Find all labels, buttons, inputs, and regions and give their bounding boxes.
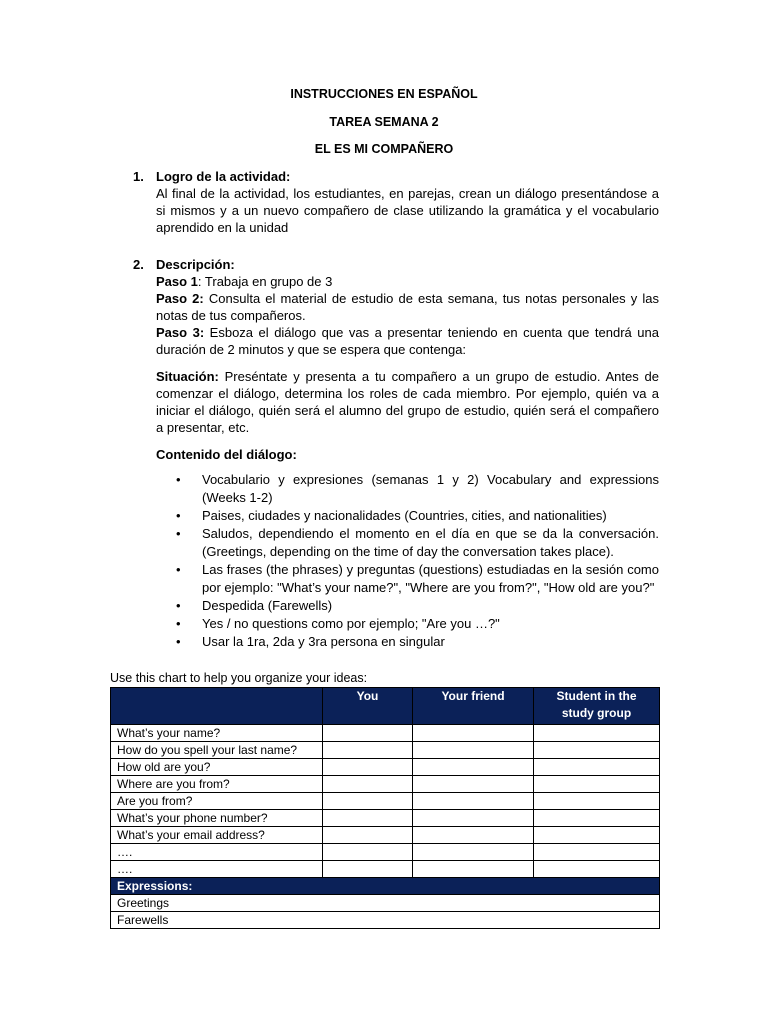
ideas-chart — [110, 687, 660, 929]
answer-cell[interactable] — [323, 759, 413, 776]
paso-1 — [156, 273, 659, 290]
answer-cell[interactable] — [534, 793, 660, 810]
table-row — [111, 793, 660, 810]
paso-2-text: Consulta el material de estudio de esta semana, tus notas personales y las notas de tus compañeros. — [156, 291, 659, 323]
list-item: • Usar la 1ra, 2da y 3ra persona en singular — [176, 634, 445, 649]
answer-cell[interactable] — [413, 725, 534, 742]
table-row — [111, 844, 660, 861]
bullet-icon: • — [176, 508, 181, 523]
table-row — [111, 759, 660, 776]
answer-cell[interactable] — [534, 742, 660, 759]
contenido-list — [156, 471, 659, 651]
list-item: • Saludos, dependiendo el momento en el día en que se da la conversación. (Greetings, depending on the time of day the conversation takes place). — [176, 526, 659, 559]
answer-cell[interactable] — [323, 742, 413, 759]
bullet-icon: • — [176, 634, 181, 649]
header-empty — [111, 688, 323, 725]
paso-2-label: Paso 2: — [156, 291, 204, 306]
list-item: • Las frases (the phrases) y preguntas (questions) estudiadas en la sesión como por ejemplo: "What’s your name?", "Where are you from?", "How old are you?" — [176, 562, 659, 595]
answer-cell[interactable] — [534, 827, 660, 844]
header-you: You — [323, 688, 413, 725]
answer-cell[interactable] — [534, 810, 660, 827]
paso-1-text: : Trabaja en grupo de 3 — [197, 274, 333, 289]
answer-cell[interactable] — [534, 725, 660, 742]
section-number: 2. — [133, 257, 144, 272]
question-cell: Are you from? — [111, 793, 323, 810]
bullet-icon: • — [176, 616, 181, 631]
paso-3 — [156, 324, 659, 358]
answer-cell[interactable] — [413, 793, 534, 810]
question-cell: What’s your phone number? — [111, 810, 323, 827]
bullet-icon: • — [176, 562, 181, 577]
question-cell: What’s your email address? — [111, 827, 323, 844]
doc-title-tarea: TAREA SEMANA 2 — [329, 115, 439, 129]
expressions-label: Expressions: — [111, 878, 660, 895]
expressions-header-row — [111, 878, 660, 895]
answer-cell[interactable] — [413, 759, 534, 776]
chart-intro: Use this chart to help you organize your ideas: — [110, 671, 368, 685]
list-item: • Vocabulario y expresiones (semanas 1 y 2) Vocabulary and expressions (Weeks 1-2) — [176, 472, 659, 505]
answer-cell[interactable] — [413, 844, 534, 861]
question-cell: …. — [111, 861, 323, 878]
table-row — [111, 861, 660, 878]
table-row — [111, 810, 660, 827]
answer-cell[interactable] — [534, 861, 660, 878]
answer-cell[interactable] — [323, 776, 413, 793]
situacion-text: Preséntate y presenta a tu compañero a un grupo de estudio. Antes de comenzar el diálogo, determina los roles de cada miembro. Por ejemplo, quién va a iniciar el diálogo, quién será el alumno del grupo de estudio, quién será el compañero a presentar, etc. — [156, 369, 659, 435]
table-row — [111, 742, 660, 759]
paso-3-text: Esboza el diálogo que vas a presentar teniendo en cuenta que tendrá una duración de 2 minutos y que se espera que contenga: — [156, 325, 659, 357]
answer-cell[interactable] — [413, 810, 534, 827]
section-text: Al final de la actividad, los estudiantes, en parejas, crean un diálogo presentándose a si mismos y a un nuevo compañero de clase utilizando la gramática y el vocabulario aprendido en la unidad — [156, 186, 659, 235]
answer-cell[interactable] — [323, 793, 413, 810]
answer-cell[interactable] — [534, 844, 660, 861]
answer-cell[interactable] — [323, 827, 413, 844]
expression-greetings[interactable]: Greetings — [111, 895, 660, 912]
bullet-icon: • — [176, 472, 181, 487]
situacion-label: Situación: — [156, 369, 219, 384]
section-heading: Logro de la actividad: — [156, 169, 291, 184]
contenido-heading: Contenido del diálogo: — [156, 447, 297, 462]
section-number: 1. — [133, 169, 144, 184]
answer-cell[interactable] — [323, 725, 413, 742]
situacion — [156, 368, 659, 436]
section-heading: Descripción: — [156, 257, 235, 272]
question-cell: How old are you? — [111, 759, 323, 776]
answer-cell[interactable] — [534, 759, 660, 776]
answer-cell[interactable] — [413, 861, 534, 878]
answer-cell[interactable] — [413, 827, 534, 844]
answer-cell[interactable] — [534, 776, 660, 793]
paso-1-label: Paso 1 — [156, 274, 198, 289]
table-row — [111, 912, 660, 929]
list-item: • Paises, ciudades y nacionalidades (Countries, cities, and nationalities) — [176, 508, 607, 523]
table-row — [111, 725, 660, 742]
answer-cell[interactable] — [323, 844, 413, 861]
doc-title-instrucciones: INSTRUCCIONES EN ESPAÑOL — [290, 87, 478, 101]
bullet-icon: • — [176, 598, 181, 613]
question-cell: What’s your name? — [111, 725, 323, 742]
list-item: • Despedida (Farewells) — [176, 598, 333, 613]
doc-title-companero: EL ES MI COMPAÑERO — [314, 142, 454, 156]
table-row — [111, 895, 660, 912]
table-row — [111, 776, 660, 793]
answer-cell[interactable] — [323, 861, 413, 878]
answer-cell[interactable] — [413, 776, 534, 793]
answer-cell[interactable] — [413, 742, 534, 759]
expression-farewells[interactable]: Farewells — [111, 912, 660, 929]
paso-2 — [156, 290, 659, 324]
paso-3-label: Paso 3: — [156, 325, 205, 340]
table-row — [111, 827, 660, 844]
question-cell: Where are you from? — [111, 776, 323, 793]
answer-cell[interactable] — [323, 810, 413, 827]
header-your-friend: Your friend — [413, 688, 534, 725]
question-cell: …. — [111, 844, 323, 861]
list-item: • Yes / no questions como por ejemplo; "Are you …?" — [176, 616, 500, 631]
header-student-group: Student in the study group — [534, 688, 660, 725]
question-cell: How do you spell your last name? — [111, 742, 323, 759]
table-header-row — [111, 688, 660, 725]
bullet-icon: • — [176, 526, 181, 541]
